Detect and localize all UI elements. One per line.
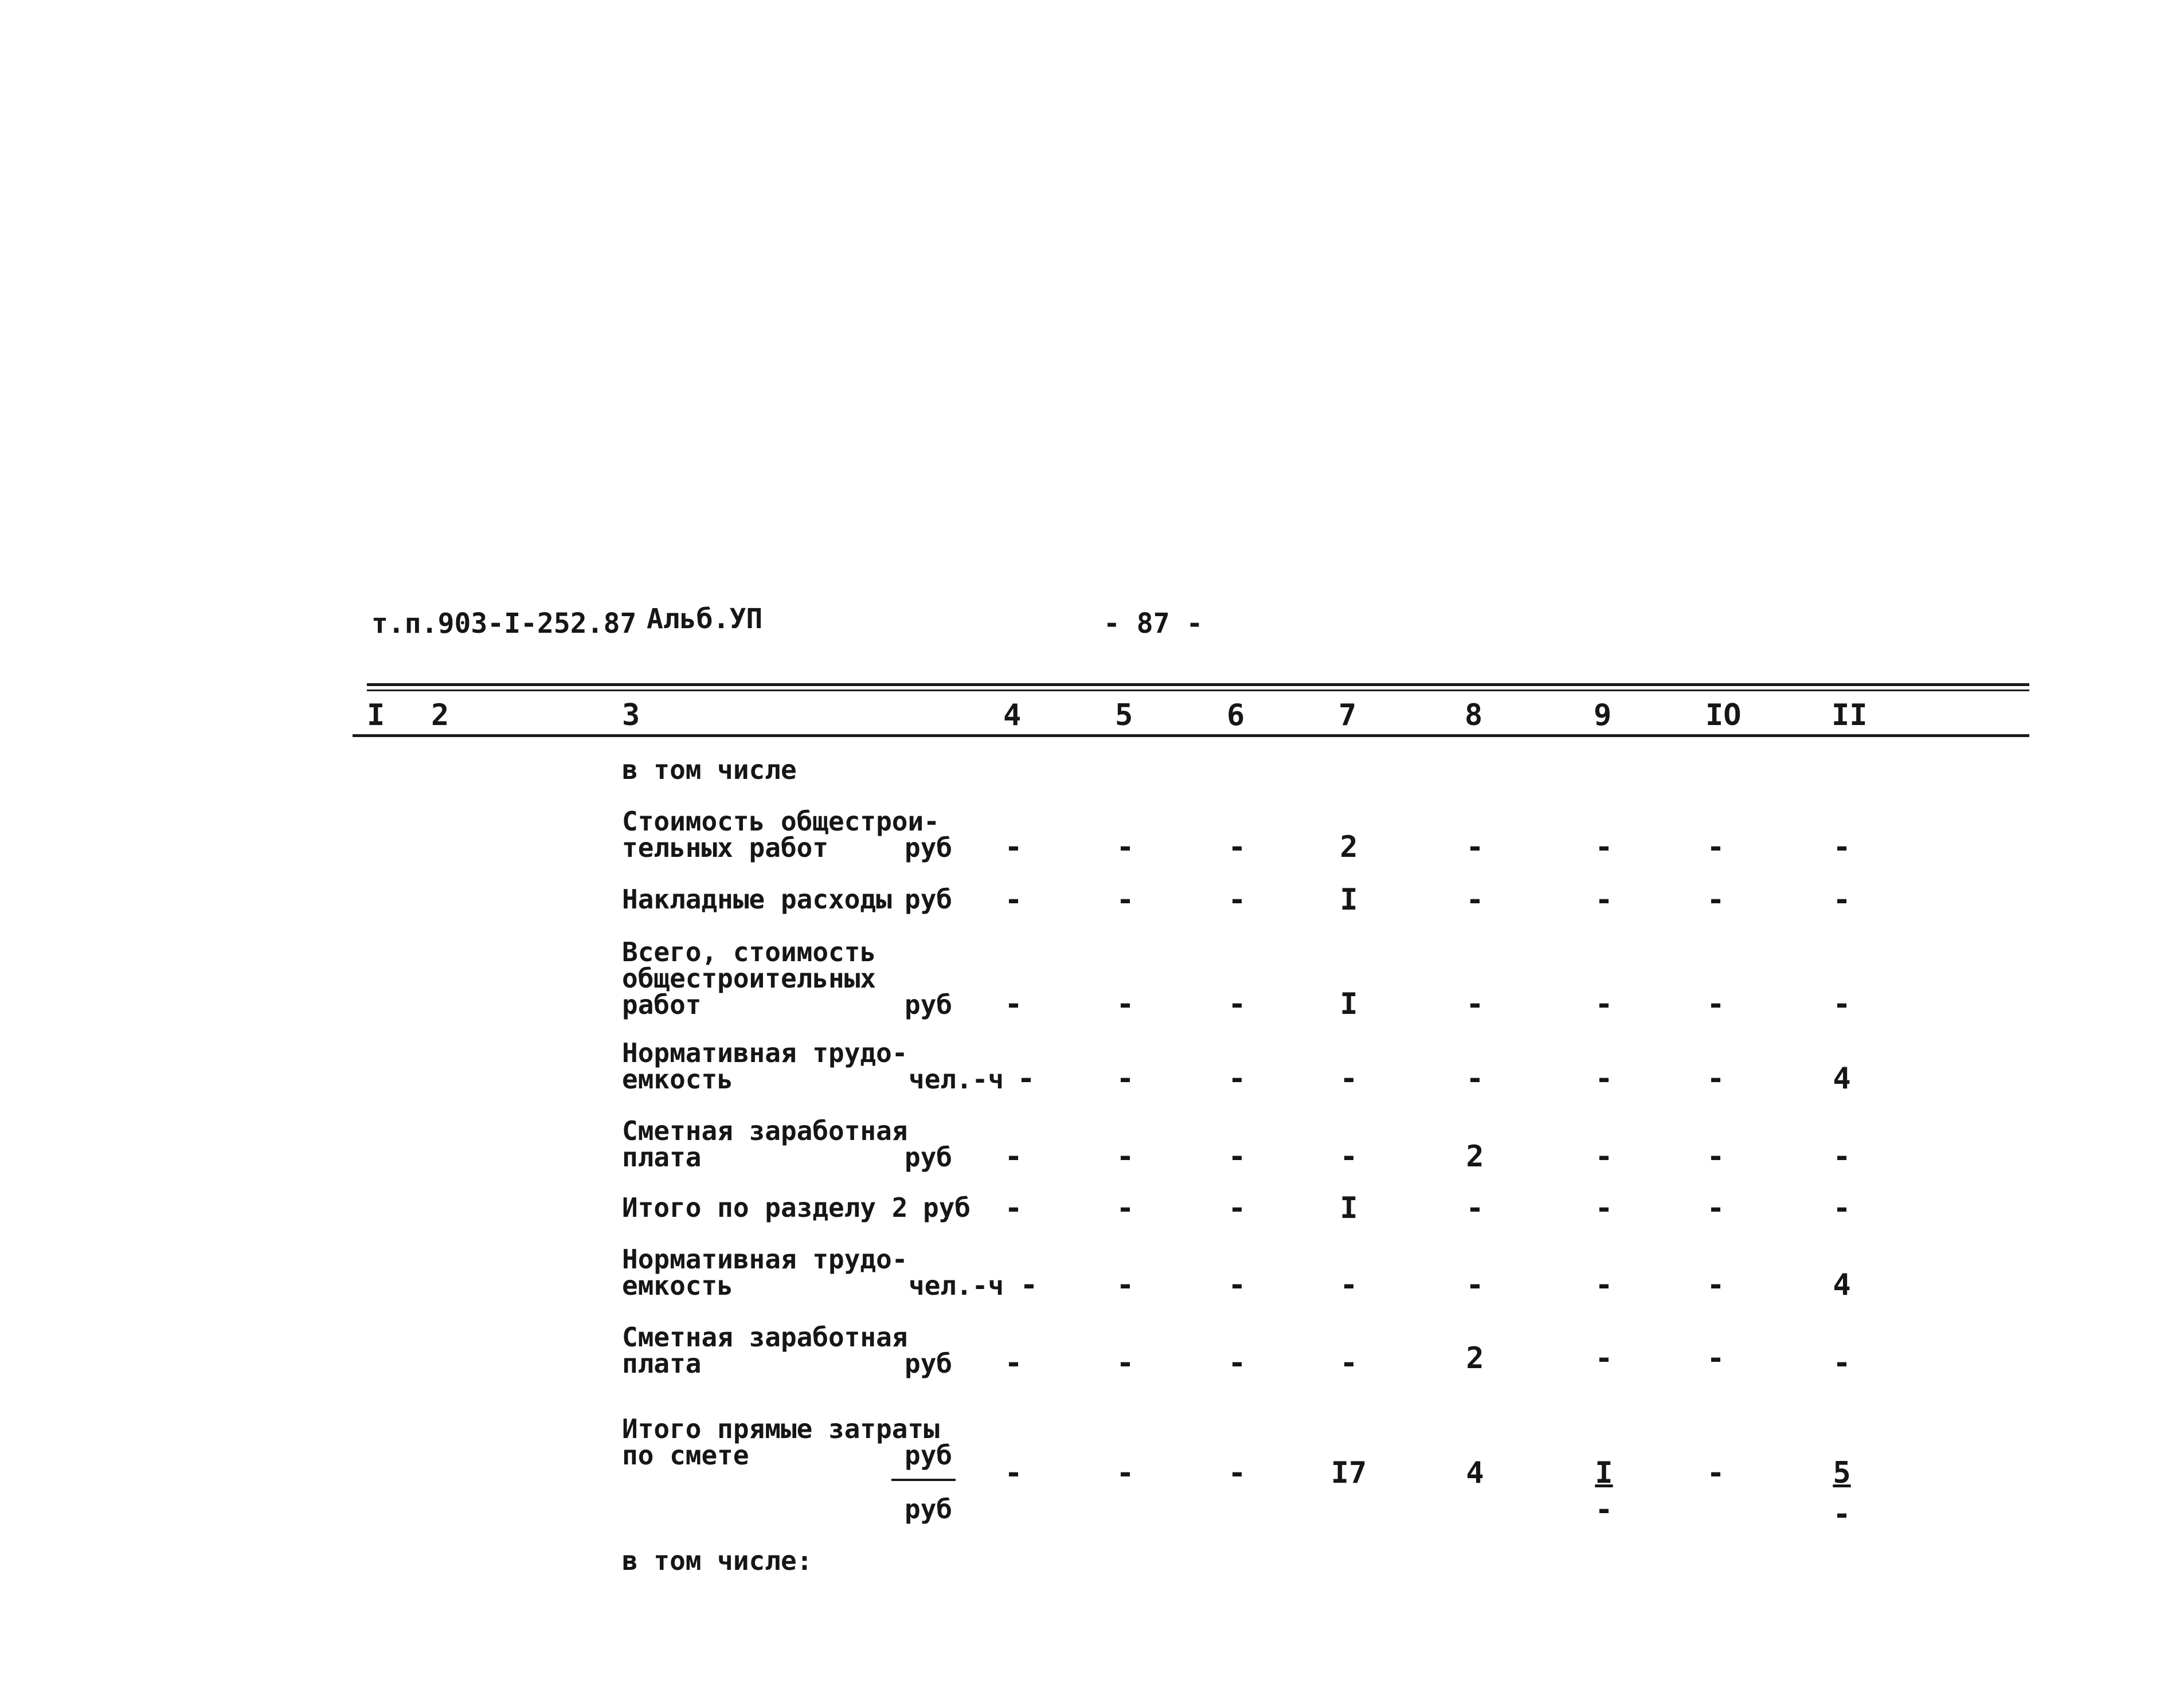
cell-value: - bbox=[1595, 1341, 1613, 1376]
table-top-rule bbox=[367, 683, 2029, 686]
row-label-line: Итого по разделу 2 bbox=[622, 1192, 908, 1223]
unit-label: руб bbox=[905, 832, 953, 863]
footer-text: в том числе: bbox=[622, 1545, 813, 1576]
cell-value: - bbox=[1833, 987, 1851, 1021]
cell-value: - bbox=[1228, 1456, 1246, 1490]
unit-label: руб bbox=[905, 1440, 953, 1471]
column-number: I bbox=[367, 698, 385, 732]
cell-value: - bbox=[1004, 830, 1023, 864]
cell-value: - bbox=[1595, 1268, 1613, 1302]
cell-value: I bbox=[1340, 883, 1358, 917]
cell-value: - bbox=[1116, 987, 1134, 1021]
cell-value: - bbox=[1595, 830, 1613, 864]
unit-label: чел.-ч bbox=[909, 1270, 1004, 1301]
row-label-line: Нормативная трудо- bbox=[622, 1244, 908, 1275]
cell-value: - bbox=[1228, 1191, 1246, 1225]
cell-value: - bbox=[1707, 1061, 1725, 1096]
cell-value: - bbox=[1466, 830, 1484, 864]
cell-value: - bbox=[1707, 1139, 1725, 1174]
row-label-line: Итого прямые затраты bbox=[622, 1413, 940, 1444]
row-label-line: работ bbox=[622, 989, 702, 1020]
cell-value: - bbox=[1228, 1139, 1246, 1174]
cell-value: - bbox=[1595, 1191, 1613, 1225]
cell-value: I bbox=[1595, 1456, 1613, 1490]
cell-value: - bbox=[1707, 830, 1725, 864]
row-label-line: емкость bbox=[622, 1064, 733, 1095]
cell-value: - bbox=[1116, 1268, 1134, 1302]
row-label-line: Сметная заработная bbox=[622, 1115, 908, 1146]
column-number: 7 bbox=[1339, 698, 1357, 732]
cell-value: - bbox=[1466, 883, 1484, 917]
fraction-rule bbox=[891, 1479, 956, 1481]
cell-value: - bbox=[1833, 1191, 1851, 1225]
row-label-line: общестроительных bbox=[622, 963, 876, 994]
cell-value-secondary: - bbox=[1833, 1497, 1851, 1531]
cell-value: 2 bbox=[1340, 830, 1358, 864]
cell-value: - bbox=[1116, 1191, 1134, 1225]
cell-value: - bbox=[1004, 1139, 1023, 1174]
cell-value: - bbox=[1707, 1268, 1725, 1302]
cell-value: I bbox=[1340, 1191, 1358, 1225]
cell-value: 2 bbox=[1466, 1139, 1484, 1174]
cell-value: - bbox=[1707, 987, 1725, 1021]
unit-label: руб bbox=[923, 1192, 971, 1223]
cell-value: - bbox=[1228, 1061, 1246, 1096]
row-label-line: Накладные расходы bbox=[622, 884, 892, 915]
cell-value: 4 bbox=[1466, 1456, 1484, 1490]
table-header-rule bbox=[353, 734, 2029, 737]
cell-value: - bbox=[1228, 987, 1246, 1021]
row-label-line: Стоимость общестрои- bbox=[622, 806, 940, 837]
cell-value: - bbox=[1466, 1061, 1484, 1096]
cell-value: - bbox=[1004, 1346, 1023, 1380]
album-label: Альб.УП bbox=[647, 603, 763, 635]
column-number: 5 bbox=[1115, 698, 1133, 732]
cell-value: - bbox=[1340, 1346, 1358, 1380]
cell-value: 2 bbox=[1466, 1341, 1484, 1376]
cell-value: - bbox=[1004, 1456, 1023, 1490]
row-label-line: Сметная заработная bbox=[622, 1322, 908, 1353]
row-label-line: емкость bbox=[622, 1270, 733, 1301]
cell-value: - bbox=[1004, 883, 1023, 917]
cell-value: - bbox=[1116, 1346, 1134, 1380]
cell-value: 4 bbox=[1833, 1061, 1851, 1096]
unit-label: руб bbox=[905, 989, 953, 1020]
cell-value: I7 bbox=[1331, 1456, 1367, 1490]
page-number: - 87 - bbox=[1103, 608, 1203, 640]
cell-value-secondary: - bbox=[1595, 1492, 1613, 1527]
table-top-rule-inner bbox=[367, 690, 2029, 691]
unit-label: руб bbox=[905, 884, 953, 915]
cell-value: - bbox=[1004, 1191, 1023, 1225]
cell-value: - bbox=[1004, 987, 1023, 1021]
unit-label: руб bbox=[905, 1348, 953, 1379]
cell-value: - bbox=[1340, 1139, 1358, 1174]
cell-value: - bbox=[1116, 1139, 1134, 1174]
row-label-line: плата bbox=[622, 1142, 702, 1173]
cell-value: - bbox=[1833, 1139, 1851, 1174]
cell-value: - bbox=[1020, 1268, 1038, 1302]
column-number: IO bbox=[1705, 698, 1742, 732]
cell-value: - bbox=[1340, 1061, 1358, 1096]
cell-value: - bbox=[1228, 830, 1246, 864]
column-number: 2 bbox=[431, 698, 449, 732]
column-number: 9 bbox=[1594, 698, 1612, 732]
doc-code: т.п.903-I-252.87 bbox=[371, 608, 637, 640]
row-label-line: тельных работ bbox=[622, 832, 829, 863]
cell-value: - bbox=[1466, 987, 1484, 1021]
cell-value: - bbox=[1116, 830, 1134, 864]
cell-value: - bbox=[1228, 883, 1246, 917]
cell-value: 5 bbox=[1833, 1456, 1851, 1490]
cell-value: - bbox=[1833, 830, 1851, 864]
cell-value: - bbox=[1017, 1061, 1035, 1096]
cell-value: - bbox=[1228, 1346, 1246, 1380]
column-number: 3 bbox=[622, 698, 640, 732]
cell-value: - bbox=[1595, 883, 1613, 917]
cell-value: - bbox=[1340, 1268, 1358, 1302]
cell-value: - bbox=[1595, 1139, 1613, 1174]
cell-value: - bbox=[1833, 1346, 1851, 1380]
cell-value: - bbox=[1116, 1061, 1134, 1096]
row-label-line: плата bbox=[622, 1348, 702, 1379]
row-label-line: Всего, стоимость bbox=[622, 937, 876, 967]
column-number: 6 bbox=[1227, 698, 1245, 732]
unit-label: руб bbox=[905, 1142, 953, 1173]
cell-value: - bbox=[1833, 883, 1851, 917]
cell-value: 4 bbox=[1833, 1268, 1851, 1302]
cell-value: - bbox=[1116, 1456, 1134, 1490]
cell-value: - bbox=[1707, 883, 1725, 917]
cell-value: - bbox=[1707, 1191, 1725, 1225]
row-label-line: Нормативная трудо- bbox=[622, 1037, 908, 1068]
cell-value: - bbox=[1466, 1191, 1484, 1225]
cell-value: - bbox=[1466, 1268, 1484, 1302]
column-number: 4 bbox=[1003, 698, 1022, 732]
cell-value: - bbox=[1228, 1268, 1246, 1302]
cell-value: - bbox=[1116, 883, 1134, 917]
cell-value: - bbox=[1707, 1456, 1725, 1490]
intro-text: в том числе bbox=[622, 754, 797, 785]
column-number: 8 bbox=[1465, 698, 1483, 732]
unit-label-secondary: руб bbox=[905, 1494, 953, 1525]
cell-value: - bbox=[1707, 1341, 1725, 1376]
cell-value: I bbox=[1340, 987, 1358, 1021]
column-number: II bbox=[1832, 698, 1868, 732]
row-label-line: по смете bbox=[622, 1440, 749, 1471]
cell-value: - bbox=[1595, 987, 1613, 1021]
unit-label: чел.-ч bbox=[909, 1064, 1004, 1095]
cell-value: - bbox=[1595, 1061, 1613, 1096]
